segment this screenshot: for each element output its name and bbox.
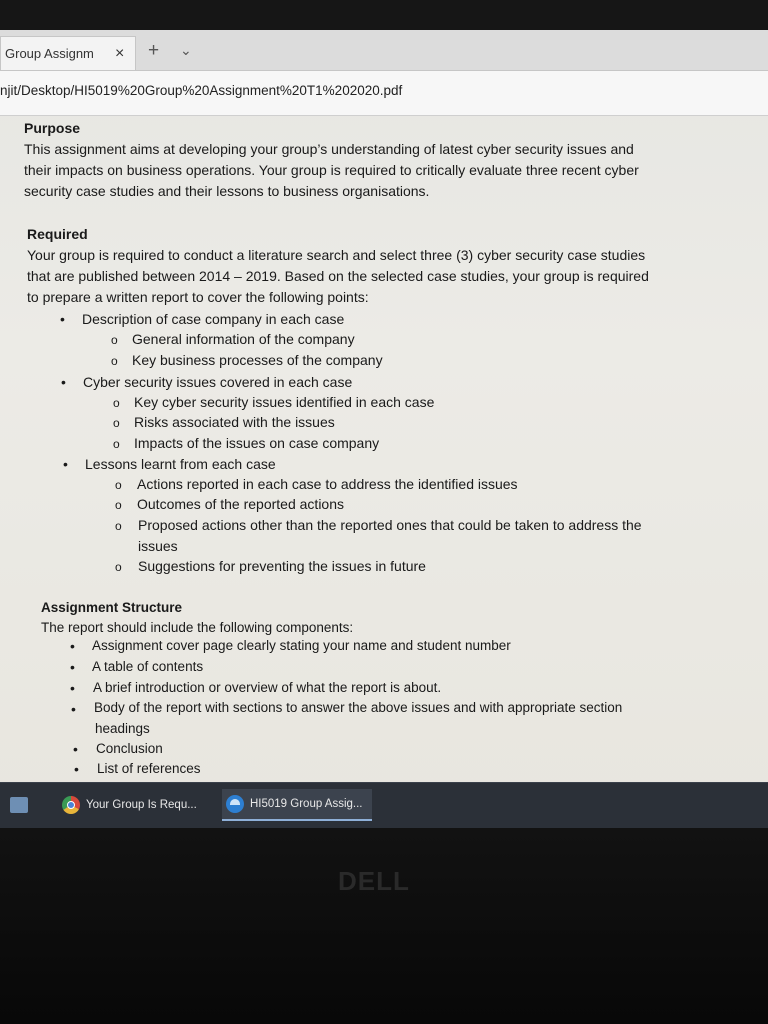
list-subitem: Key cyber security issues identified in each case (134, 394, 435, 410)
list-item: List of references (97, 761, 201, 776)
taskbar-item-edge[interactable] (222, 789, 372, 821)
circle-bullet-icon: o (115, 498, 122, 512)
bullet-icon: • (63, 456, 68, 472)
bullet-icon: • (61, 374, 66, 390)
tab-title: Group Assignm (5, 46, 94, 61)
required-line: to prepare a written report to cover the following points: (27, 289, 369, 305)
list-subitem: Key business processes of the company (132, 352, 383, 368)
purpose-line: security case studies and their lessons to business organisations. (24, 183, 430, 199)
list-subitem: Outcomes of the reported actions (137, 496, 344, 512)
bullet-icon: • (70, 659, 75, 675)
taskbar-item-label: Your Group Is Requ... (86, 799, 197, 811)
taskbar-item-label: HI5019 Group Assig... (250, 798, 363, 810)
required-line: Your group is required to conduct a literature search and select three (3) cyber security case studies (27, 247, 646, 263)
required-heading: Required (27, 226, 88, 242)
chrome-icon (62, 796, 80, 814)
bullet-icon: • (70, 680, 75, 696)
list-item: A brief introduction or overview of what the report is about. (93, 680, 442, 695)
circle-bullet-icon: o (113, 416, 120, 430)
purpose-line: their impacts on business operations. Your group is required to critically evaluate three recent cyber (24, 162, 639, 178)
list-item-continued: headings (95, 721, 150, 736)
laptop-bezel (0, 828, 768, 1024)
taskbar-item-chrome[interactable] (58, 789, 218, 821)
list-subitem: Proposed actions other than the reported ones that could be taken to address the (138, 517, 642, 533)
close-icon[interactable]: × (115, 44, 125, 62)
structure-heading: Assignment Structure (41, 600, 183, 615)
list-subitem: Risks associated with the issues (134, 414, 335, 430)
circle-bullet-icon: o (111, 354, 118, 368)
list-subitem: General information of the company (132, 331, 355, 347)
monitor-bezel-top (0, 0, 768, 30)
dell-logo: DELL (338, 866, 410, 896)
structure-intro: The report should include the following components: (41, 620, 354, 635)
circle-bullet-icon: o (115, 560, 122, 574)
chevron-down-icon[interactable]: ⌄ (180, 42, 192, 58)
bullet-icon: • (71, 701, 76, 717)
bullet-icon: • (70, 638, 75, 654)
screen (0, 30, 768, 828)
circle-bullet-icon: o (113, 396, 120, 410)
app-launcher-icon[interactable] (10, 797, 28, 813)
list-item: Cyber security issues covered in each case (83, 374, 353, 390)
list-subitem: Actions reported in each case to address the identified issues (137, 476, 518, 492)
required-line: that are published between 2014 – 2019. Based on the selected case studies, your group is required (27, 268, 649, 284)
circle-bullet-icon: o (113, 437, 120, 451)
address-bar[interactable] (0, 71, 768, 116)
bullet-icon: • (73, 741, 78, 757)
list-item: Assignment cover page clearly stating your name and student number (92, 638, 511, 653)
list-subitem: Suggestions for preventing the issues in future (138, 558, 426, 574)
taskbar (0, 782, 768, 828)
list-item: Lessons learnt from each case (85, 456, 276, 472)
new-tab-icon[interactable]: + (148, 40, 160, 61)
bullet-icon: • (74, 761, 79, 777)
purpose-heading: Purpose (24, 120, 81, 136)
pdf-document (0, 116, 768, 782)
list-subitem: Impacts of the issues on case company (134, 435, 380, 451)
list-item: A table of contents (92, 659, 204, 674)
circle-bullet-icon: o (115, 519, 122, 533)
list-item: Description of case company in each case (82, 311, 345, 327)
circle-bullet-icon: o (111, 333, 118, 347)
bullet-icon: • (60, 311, 65, 327)
circle-bullet-icon: o (115, 478, 122, 492)
tab-group-assignment[interactable] (0, 36, 136, 70)
list-subitem-continued: issues (138, 538, 178, 554)
list-item: Conclusion (96, 741, 163, 756)
edge-icon (226, 795, 244, 813)
tab-bar (0, 30, 768, 71)
purpose-line: This assignment aims at developing your group’s understanding of latest cyber security issues and (24, 141, 634, 157)
list-item: Body of the report with sections to answer the above issues and with appropriate section (94, 700, 623, 715)
url-text[interactable]: njit/Desktop/HI5019%20Group%20Assignment%20T1%202020.pdf (0, 83, 403, 98)
